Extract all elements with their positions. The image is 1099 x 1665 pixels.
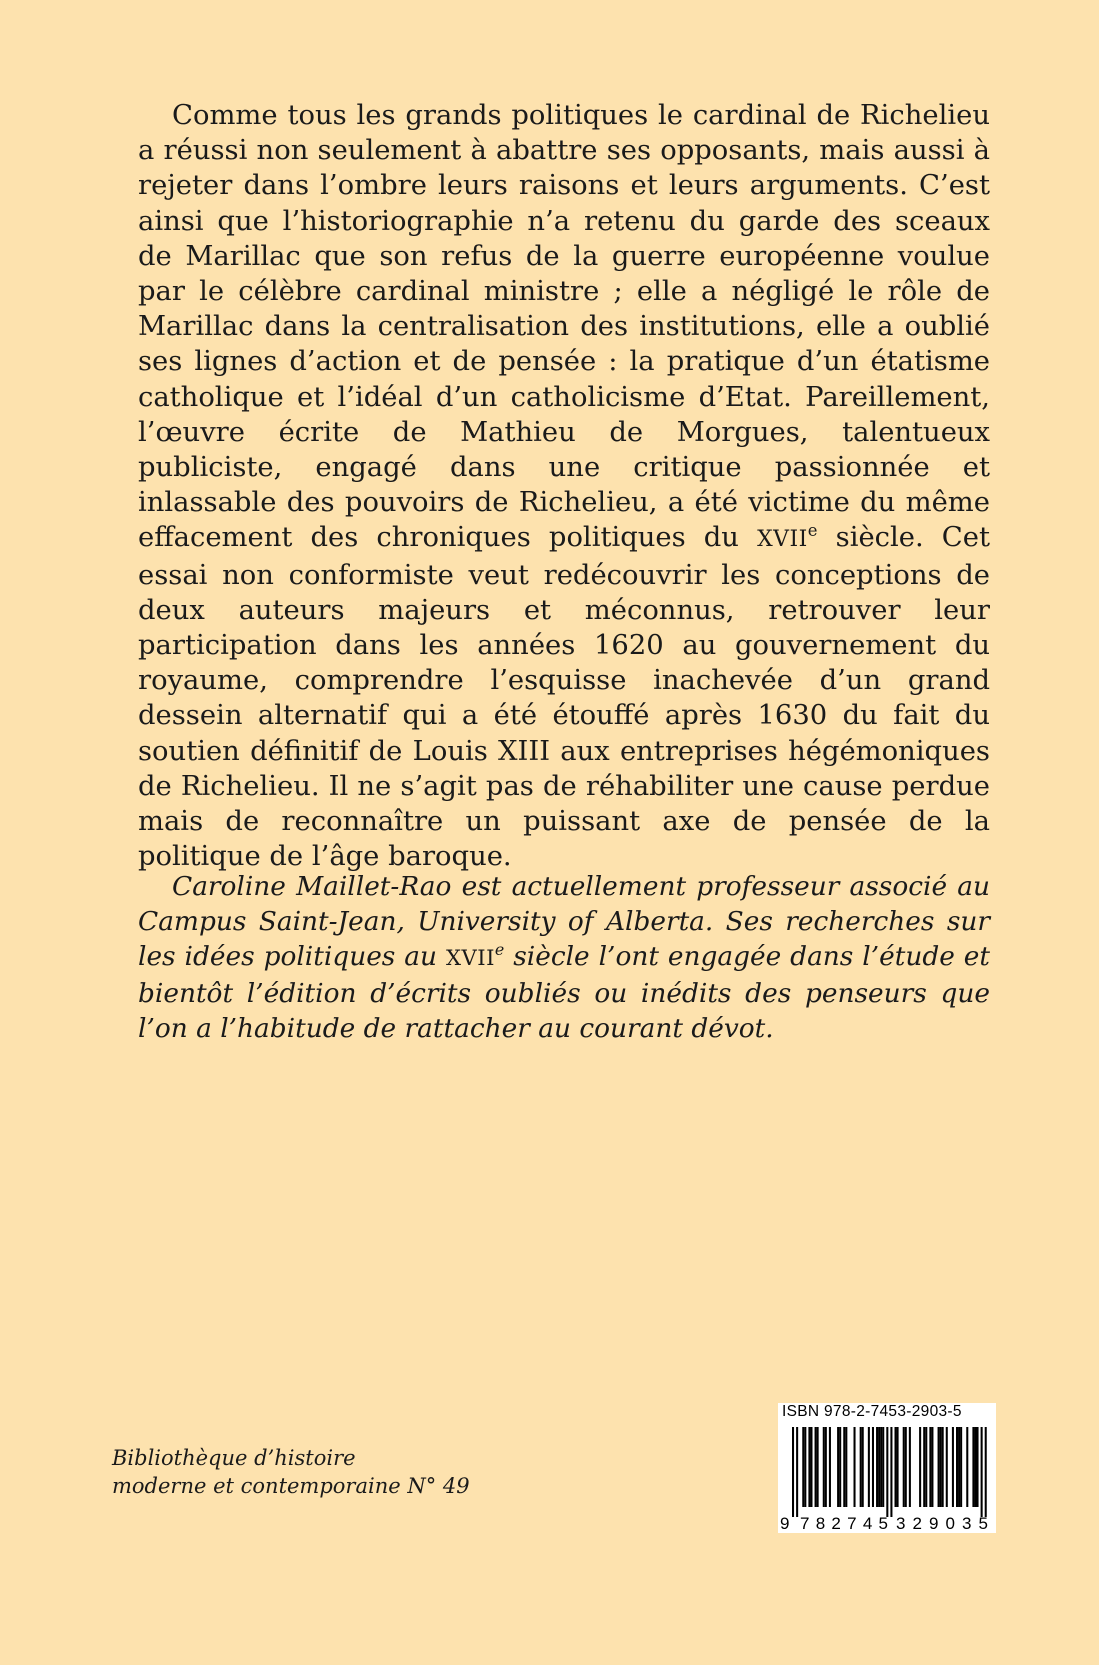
barcode-bar xyxy=(886,1427,888,1517)
barcode-digit-first: 9 xyxy=(780,1514,790,1533)
barcode-bar xyxy=(952,1427,954,1507)
barcode-bar xyxy=(823,1427,825,1507)
author-note-part1: Caroline Maillet-Rao est actuellement professeur associé au Campus Saint-Jean, University of Alberta. Ses recherches sur les idées politiques au xyxy=(138,871,990,973)
barcode-bar xyxy=(796,1427,798,1517)
author-note-part2: siècle l’ont engagée dans l’étude et bientôt l’édition d’écrits oubliés ou inédits des penseurs que l’on a l’habitude de rattacher au courant dévot. xyxy=(138,941,991,1044)
barcode-bar xyxy=(966,1427,968,1507)
barcode-bar xyxy=(829,1427,831,1507)
barcode-bar xyxy=(815,1427,817,1507)
barcode-bar xyxy=(868,1427,870,1507)
barcode-bar xyxy=(880,1427,882,1507)
barcode-bar xyxy=(843,1427,845,1507)
barcode-bar xyxy=(946,1427,948,1507)
collection-line-2: moderne et contemporaine N° 49 xyxy=(112,1474,470,1498)
barcode-bar xyxy=(872,1427,874,1507)
barcode-bar xyxy=(919,1427,921,1507)
author-note xyxy=(138,869,990,1046)
barcode-bar xyxy=(895,1427,897,1507)
author-century-numeral: XVII xyxy=(445,945,495,971)
collection-label xyxy=(112,1444,532,1500)
barcode-bar xyxy=(837,1427,839,1507)
barcode-bar xyxy=(903,1427,905,1507)
barcode-bar xyxy=(802,1427,804,1507)
barcode-bar xyxy=(808,1427,810,1507)
barcode-bar xyxy=(804,1427,806,1507)
barcode-bar xyxy=(942,1427,944,1507)
barcode xyxy=(778,1427,996,1533)
barcode-bar xyxy=(923,1427,925,1507)
barcode-bar xyxy=(985,1427,987,1517)
barcode-bar xyxy=(792,1427,794,1517)
barcode-bar xyxy=(878,1427,880,1507)
barcode-bar xyxy=(839,1427,841,1507)
barcode-bar xyxy=(960,1427,962,1507)
barcode-bar xyxy=(931,1427,933,1507)
barcode-bar xyxy=(862,1427,864,1507)
barcode-bar xyxy=(882,1427,884,1507)
barcode-bar xyxy=(876,1427,878,1507)
barcode-bar xyxy=(940,1427,942,1507)
isbn-label: ISBN 978-2-7453-2903-5 xyxy=(782,1403,962,1420)
barcode-bar xyxy=(897,1427,899,1507)
barcode-digits-left: 782745 xyxy=(800,1514,888,1533)
barcode-bar xyxy=(854,1427,856,1507)
barcode-bar xyxy=(981,1427,983,1517)
barcode-bar xyxy=(929,1427,931,1507)
isbn-barcode-block xyxy=(778,1403,996,1533)
barcode-bar xyxy=(909,1427,911,1507)
blurb-text-part2: siècle. Cet essai non conformiste veut redécouvrir les conceptions de deux auteurs majeurs et méconnus, retrouver leur participation dans les années 1620 au gouvernement du royaume, comprendre l’esquisse inachevée d’un grand dessein alternatif qui a été étouffé après 1630 du fait du soutien définitif de Louis XIII aux entreprises hégémoniques de Richelieu. Il ne s’agit pas de réhabiliter une cause perdue mais de reconnaître un puissant axe de pensée de la politique de l’âge baroque. xyxy=(138,522,990,873)
barcode-bar xyxy=(977,1427,979,1507)
barcode-bar xyxy=(958,1427,960,1507)
century-numeral: XVII xyxy=(757,527,808,553)
barcode-digits-right: 329035 xyxy=(896,1514,988,1533)
barcode-bar xyxy=(860,1427,862,1507)
barcode-bar xyxy=(956,1427,958,1507)
barcode-bar xyxy=(810,1427,812,1507)
barcode-bar xyxy=(845,1427,847,1507)
barcode-bar xyxy=(817,1427,819,1507)
barcode-bar xyxy=(938,1427,940,1507)
barcode-bar xyxy=(890,1427,892,1517)
barcode-bar xyxy=(974,1427,976,1507)
century-superscript: e xyxy=(807,521,818,541)
author-century-superscript: e xyxy=(494,940,505,960)
collection-line-1: Bibliothèque d’histoire xyxy=(112,1446,356,1470)
back-cover-blurb xyxy=(138,98,990,874)
barcode-bar xyxy=(925,1427,927,1507)
barcode-bar xyxy=(905,1427,907,1507)
blurb-text-part1: Comme tous les grands politiques le cardinal de Richelieu a réussi non seulement à abattre ses opposants, mais aussi à rejeter dans l’ombre leurs raisons et leurs arguments. C’est ainsi que l’historiographie n’a retenu du garde des sceaux de Marillac que son refus de la guerre européenne voulue par le célèbre cardinal ministre ; elle a négligé le rôle de Marillac dans la centralisation des institutions, elle a oublié ses lignes d’action et de pensée : la pratique d’un étatisme catholique et l’idéal d’un catholicisme d’Etat. Pareillement, l’œuvre écrite de Mathieu de Morgues, talentueux publiciste, engagé dans une critique passionnée et inlassable des pouvoirs de Richelieu, a été victime du même effacement des chroniques politiques du xyxy=(138,100,990,554)
barcode-bar xyxy=(972,1427,974,1507)
barcode-bar xyxy=(825,1427,827,1507)
